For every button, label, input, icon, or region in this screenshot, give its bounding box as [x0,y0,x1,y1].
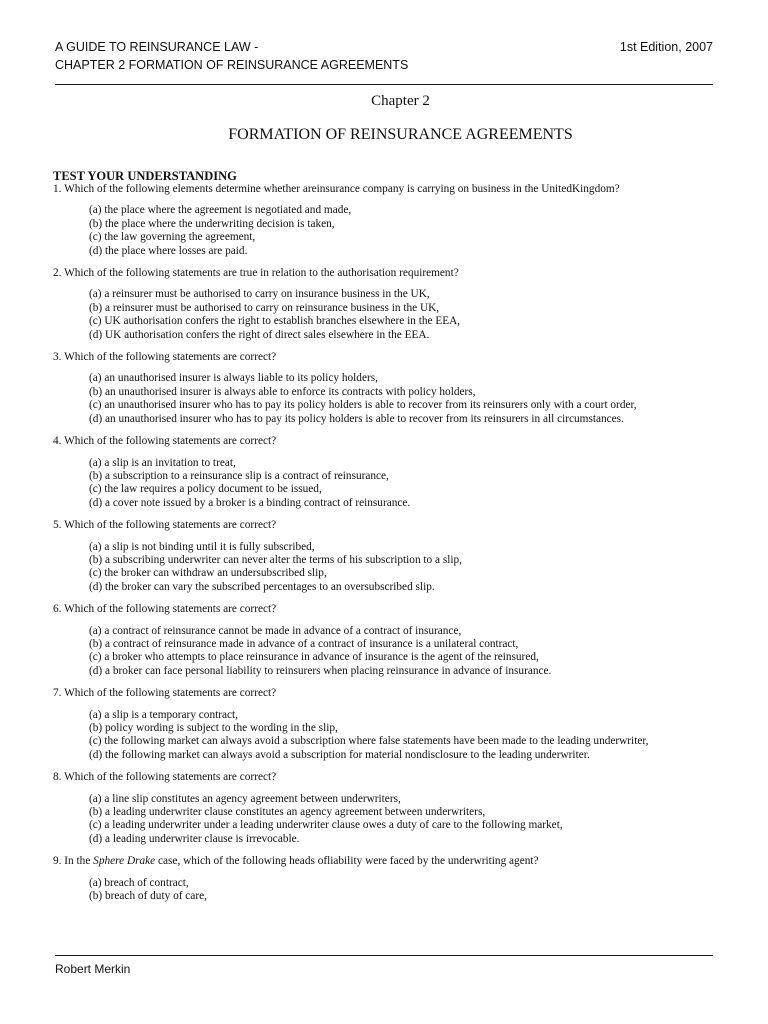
answer-options [89,793,728,847]
answer-option: (a) a slip is not binding until it is fully subscribed, [89,540,315,553]
question-5 [53,519,728,594]
header-divider [55,84,713,85]
answer-option: (d) a leading underwriter clause is irrevocable. [89,832,300,845]
answer-option: (a) the place where the agreement is negotiated and made, [89,204,352,217]
answer-options [89,709,728,763]
answer-option: (d) the broker can vary the subscribed percentages to an oversubscribed slip. [89,580,435,593]
answer-option: (b) a subscription to a reinsurance slip is a contract of reinsurance, [89,469,389,482]
answer-option: (b) breach of duty of care, [89,890,207,903]
question-2 [53,267,728,342]
answer-option: (a) a slip is an invitation to treat, [89,456,236,469]
footer-author: Robert Merkin [55,962,131,976]
question-text: 1. Which of the following elements determine whether areinsurance company is carrying on business in the UnitedKingdom? [53,183,620,195]
answer-options [89,625,728,679]
answer-option: (a) breach of contract, [89,876,189,889]
answer-option: (a) an unauthorised insurer is always liable to its policy holders, [89,372,378,385]
chapter-number: Chapter 2 [371,93,430,109]
question-7 [53,687,728,762]
case-name: Sphere Drake [93,855,156,868]
answer-option: (a) a reinsurer must be authorised to carry on insurance business in the UK, [89,288,430,301]
question-text: 8. Which of the following statements are correct? [53,771,277,784]
question-text: 9. In the Sphere Drake case, which of the following heads ofliability were faced by the underwriting agent? [53,855,539,868]
question-3 [53,351,728,426]
footer-divider [55,955,713,956]
answer-option: (d) the following market can always avoid a subscription for material nondisclosure to the leading underwriter. [89,748,590,761]
question-text: 4. Which of the following statements are correct? [53,435,277,448]
question-6 [53,603,728,678]
answer-options [89,204,728,258]
running-header-chapter: CHAPTER 2 FORMATION OF REINSURANCE AGREEMENTS [55,58,409,72]
answer-option: (c) the following market can always avoid a subscription where false statements have been made to the leading underwriter, [89,735,649,748]
answer-options [89,877,728,904]
question-text: 5. Which of the following statements are correct? [53,519,277,532]
question-8 [53,771,728,846]
answer-option: (d) an unauthorised insurer who has to pay its policy holders is able to recover from its reinsurers in all circumstances. [89,412,624,425]
answer-option: (a) a contract of reinsurance cannot be made in advance of a contract of insurance, [89,624,462,637]
question-text: 3. Which of the following statements are correct? [53,351,277,364]
answer-option: (d) UK authorisation confers the right of direct sales elsewhere in the EEA. [89,328,430,341]
question-text: 7. Which of the following statements are correct? [53,687,277,700]
question-4 [53,435,728,510]
answer-option: (d) a broker can face personal liability to reinsurers when placing reinsurance in advance of insurance. [89,664,552,677]
answer-option: (c) the law governing the agreement, [89,231,256,244]
answer-option: (c) an unauthorised insurer who has to pay its policy holders is able to recover from its reinsurers only with a court order, [89,399,637,412]
answer-options [89,372,728,426]
book-title: A GUIDE TO REINSURANCE LAW - [55,40,259,54]
answer-option: (c) the broker can withdraw an undersubscribed slip, [89,567,327,580]
answer-options [89,288,728,342]
answer-option: (c) a leading underwriter under a leading underwriter clause owes a duty of care to the following market, [89,819,563,832]
answer-option: (b) a leading underwriter clause constitutes an agency agreement between underwriters, [89,806,486,819]
answer-option: (c) UK authorisation confers the right to establish branches elsewhere in the EEA, [89,315,461,328]
answer-option: (b) an unauthorised insurer is always able to enforce its contracts with policy holders, [89,385,476,398]
question-text: 2. Which of the following statements are true in relation to the authorisation requirement? [53,267,459,280]
answer-option: (a) a slip is a temporary contract, [89,708,238,721]
answer-option: (b) policy wording is subject to the wording in the slip, [89,722,338,734]
answer-option: (d) the place where losses are paid. [89,244,248,257]
answer-options [89,457,728,511]
answer-option: (b) a subscribing underwriter can never alter the terms of his subscription to a slip, [89,553,463,566]
answer-options [89,541,728,595]
question-list [53,183,728,846]
answer-option: (d) a cover note issued by a broker is a binding contract of reinsurance. [89,496,411,509]
edition-label: 1st Edition, 2007 [619,40,713,54]
answer-option: (c) the law requires a policy document to be issued, [89,483,322,496]
running-header-title [55,40,713,54]
question-9 [53,855,728,903]
answer-option: (c) a broker who attempts to place reinsurance in advance of insurance is the agent of the reinsured, [89,651,539,664]
question-1 [53,183,728,258]
answer-option: (b) a reinsurer must be authorised to carry on reinsurance business in the UK, [89,301,440,314]
answer-option: (b) the place where the underwriting decision is taken, [89,217,335,230]
question-text: 6. Which of the following statements are correct? [53,603,277,616]
page-body [53,92,728,912]
chapter-title: FORMATION OF REINSURANCE AGREEMENTS [228,126,573,143]
answer-option: (a) a line slip constitutes an agency agreement between underwriters, [89,792,401,805]
answer-option: (b) a contract of reinsurance made in advance of a contract of insurance is a unilateral contract, [89,637,519,650]
section-heading: TEST YOUR UNDERSTANDING [53,169,237,183]
